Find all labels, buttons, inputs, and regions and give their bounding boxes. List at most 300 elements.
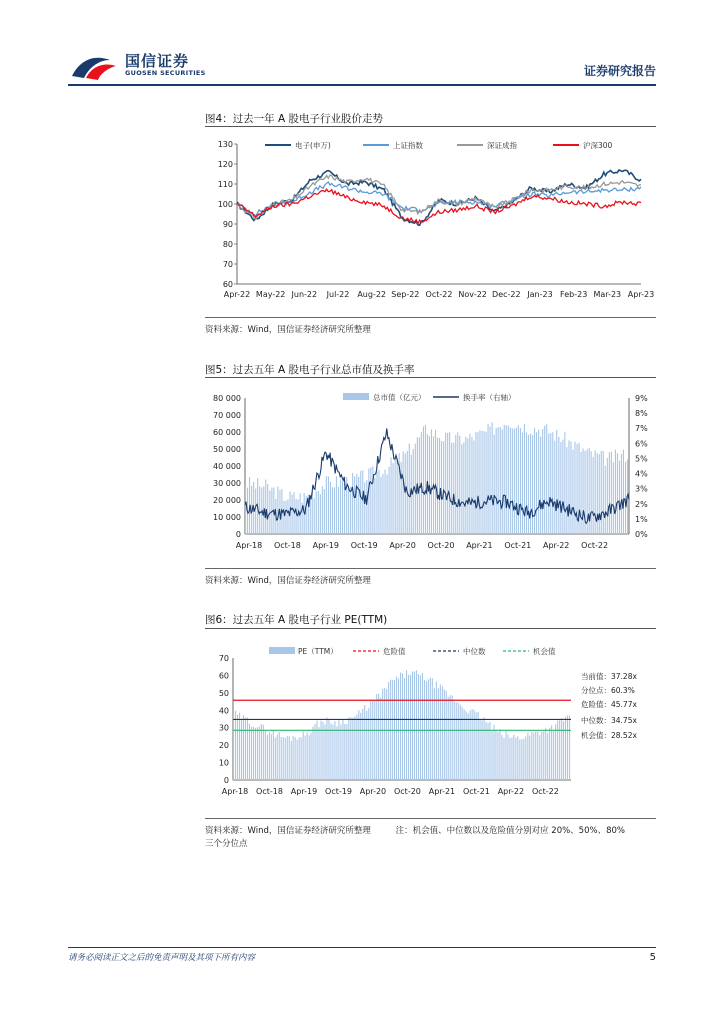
y2-tick-label: 4%: [635, 469, 648, 479]
pe-bar: [555, 724, 556, 780]
market-cap-bar: [334, 487, 335, 534]
figure-6-note: 注：机会值、中位数以及危险值分别对应 20%、50%、80%: [395, 826, 625, 836]
pe-bar: [474, 710, 475, 780]
market-cap-bar: [461, 444, 462, 534]
market-cap-bar: [510, 427, 511, 534]
pe-bar: [332, 725, 333, 780]
market-cap-bar: [338, 487, 339, 534]
pe-bar: [384, 688, 385, 780]
pe-bar: [241, 720, 242, 780]
figure-4-title: 图4：过去一年 A 股电子行业股价走势: [205, 113, 384, 125]
pe-bar: [521, 739, 522, 780]
market-cap-bar: [376, 472, 377, 534]
pe-bar: [247, 718, 248, 780]
x-tick-label: Oct-21: [504, 541, 532, 550]
x-tick-label: Dec-22: [492, 290, 521, 299]
market-cap-bar: [617, 453, 618, 534]
y2-tick-label: 1%: [635, 514, 648, 524]
pe-bar: [482, 720, 483, 780]
market-cap-bar: [340, 479, 341, 534]
market-cap-bar: [385, 470, 386, 534]
pe-bar: [261, 724, 262, 780]
pe-bar: [525, 736, 526, 780]
market-cap-bar: [534, 428, 535, 534]
market-cap-bar: [449, 432, 450, 534]
pe-bar: [497, 732, 498, 780]
x-tick-label: Jun-22: [291, 290, 318, 299]
pe-bar: [273, 730, 274, 780]
market-cap-bar: [324, 489, 325, 534]
figure-4-source-rule: [205, 317, 656, 318]
y-tick-label: 100: [217, 200, 233, 209]
x-tick-label: Oct-18: [256, 787, 283, 796]
pe-bar: [297, 740, 298, 780]
footer-disclaimer: 请务必阅读正文之后的免责声明及其项下所有内容: [68, 953, 256, 963]
market-cap-bar: [469, 434, 470, 534]
market-cap-bar: [387, 474, 388, 534]
pe-bar: [338, 720, 339, 780]
market-cap-bar: [326, 476, 327, 534]
pe-bar: [301, 737, 302, 780]
pe-bar: [569, 715, 570, 780]
pe-bar: [495, 730, 496, 781]
market-cap-bar: [524, 424, 525, 534]
pe-bar: [416, 670, 417, 780]
pe-bar: [408, 675, 409, 780]
pe-bar: [239, 713, 240, 780]
market-cap-bar: [314, 498, 315, 534]
market-cap-bar: [435, 430, 436, 534]
y-tick-label: 10 000: [213, 513, 241, 522]
pe-bar: [325, 725, 326, 781]
market-cap-bar: [486, 432, 487, 534]
x-tick-label: Oct-21: [462, 787, 490, 796]
pe-bar: [410, 675, 411, 780]
y2-tick-label: 0%: [635, 530, 648, 539]
pe-annotation: 分位点：60.3%: [581, 686, 635, 695]
market-cap-bar: [445, 433, 446, 534]
pe-bar: [414, 672, 415, 781]
market-cap-bar: [554, 441, 555, 534]
figure-6-note-continued: 三个分位点: [205, 839, 248, 849]
x-tick-label: Apr-23: [627, 290, 655, 299]
pe-bar: [505, 731, 506, 780]
market-cap-bar: [530, 434, 531, 534]
market-cap-bar: [259, 487, 260, 535]
y2-tick-label: 5%: [635, 454, 648, 464]
pe-annotation: 中位数：34.75x: [581, 716, 637, 725]
pe-bar: [348, 717, 349, 780]
pe-bar: [422, 673, 423, 780]
market-cap-bar: [550, 433, 551, 534]
market-cap-bar: [502, 429, 503, 534]
pe-bar: [430, 678, 431, 780]
market-cap-bar: [459, 436, 460, 534]
pe-annotation: 危险值：45.77x: [581, 700, 637, 709]
pe-bar: [454, 701, 455, 780]
market-cap-bar: [546, 424, 547, 534]
market-cap-bar: [352, 473, 353, 534]
pe-bar: [235, 711, 236, 780]
market-cap-bar: [508, 426, 509, 535]
market-cap-bar: [330, 482, 331, 534]
market-cap-bar: [312, 491, 313, 534]
y-tick-label: 120: [217, 160, 233, 169]
pe-bar: [466, 711, 467, 780]
pe-bar: [553, 731, 554, 780]
market-cap-bar: [267, 484, 268, 534]
y-tick-label: 110: [217, 180, 233, 189]
y-tick-label: 0: [235, 530, 241, 539]
market-cap-bar: [514, 429, 515, 534]
pe-bar: [549, 728, 550, 780]
market-cap-bar: [488, 424, 489, 534]
legend-label-1: 电子(申万): [295, 141, 331, 150]
market-cap-bar: [552, 432, 553, 534]
pe-bar: [513, 735, 514, 780]
pe-bar: [456, 702, 457, 780]
pe-bar: [237, 715, 238, 780]
pe-bar: [460, 705, 461, 780]
y2-tick-label: 6%: [635, 439, 648, 449]
y-tick-label: 40: [218, 706, 229, 716]
pe-bar: [267, 735, 268, 780]
y-tick-label: 70 000: [213, 411, 241, 420]
pe-bar: [275, 738, 276, 781]
pe-bar: [450, 695, 451, 780]
market-cap-bar: [285, 501, 286, 534]
market-cap-bar: [378, 470, 379, 534]
market-cap-bar: [623, 450, 624, 534]
pe-bar: [330, 723, 331, 780]
y-tick-label: 70: [218, 654, 229, 663]
market-cap-bar: [490, 427, 491, 534]
pe-bar: [446, 691, 447, 780]
x-tick-label: Oct-20: [427, 541, 455, 550]
market-cap-bar: [500, 427, 501, 534]
pe-bar: [470, 710, 471, 780]
pe-bar: [309, 735, 310, 780]
x-tick-label: Mar-23: [593, 290, 622, 299]
legend-swatch-pe: [269, 647, 295, 654]
pe-bar: [233, 715, 234, 780]
x-tick-label: Apr-22: [542, 541, 570, 550]
market-cap-bar: [348, 488, 349, 534]
pe-bar: [370, 701, 371, 780]
market-cap-bar: [350, 487, 351, 534]
market-cap-bar: [318, 491, 319, 534]
pe-bar: [289, 736, 290, 780]
pe-bar: [321, 721, 322, 780]
pe-bar: [519, 740, 520, 780]
x-tick-label: Oct-19: [325, 787, 352, 796]
market-cap-bar: [277, 487, 278, 535]
pe-bar: [523, 739, 524, 780]
x-tick-label: Apr-19: [290, 787, 318, 796]
market-cap-bar: [609, 452, 610, 534]
pe-bar: [501, 735, 502, 780]
y-tick-label: 20: [218, 741, 229, 751]
market-cap-bar: [265, 480, 266, 534]
pe-bar: [398, 679, 399, 780]
market-cap-bar: [611, 452, 612, 534]
page-number: 5: [649, 952, 656, 963]
pe-bar: [400, 673, 401, 781]
x-tick-label: Apr-21: [428, 787, 456, 796]
market-cap-bar: [453, 443, 454, 534]
market-cap-bar: [492, 422, 493, 534]
y-tick-label: 60: [222, 280, 233, 289]
x-tick-label: Nov-22: [458, 290, 487, 299]
pe-bar: [488, 723, 489, 780]
market-cap-bar: [374, 478, 375, 534]
pe-bar: [342, 720, 343, 780]
market-cap-bar: [362, 470, 363, 534]
pe-bar: [444, 689, 445, 780]
pe-bar: [406, 670, 407, 780]
market-cap-bar: [473, 441, 474, 535]
pe-bar: [559, 720, 560, 780]
pe-bar: [340, 725, 341, 780]
pe-bar: [404, 678, 405, 780]
pe-bar: [396, 677, 397, 781]
pe-bar: [315, 724, 316, 780]
market-cap-bar: [342, 481, 343, 534]
market-cap-bar: [560, 442, 561, 534]
figure-5-title-rule: [205, 377, 656, 378]
market-cap-bar: [354, 476, 355, 534]
pe-bar: [527, 733, 528, 780]
market-cap-bar: [599, 454, 600, 534]
pe-bar: [354, 717, 355, 780]
pe-bar: [529, 736, 530, 780]
pe-bar: [531, 732, 532, 780]
market-cap-bar: [431, 430, 432, 535]
market-cap-bar: [457, 432, 458, 534]
market-cap-bar: [298, 499, 299, 534]
market-cap-bar: [455, 435, 456, 534]
x-tick-label: Apr-18: [221, 787, 249, 796]
y-tick-label: 80 000: [213, 394, 241, 403]
x-tick-label: Oct-22: [581, 541, 609, 550]
market-cap-bar: [467, 439, 468, 535]
pe-bar: [432, 678, 433, 780]
pe-bar: [438, 688, 439, 780]
pe-bar: [344, 724, 345, 780]
pe-bar: [336, 726, 337, 780]
x-tick-label: Apr-20: [389, 541, 416, 550]
market-cap-bar: [607, 458, 608, 534]
market-cap-bar: [328, 477, 329, 535]
figure-6-title-rule: [205, 628, 656, 629]
market-cap-bar: [370, 467, 371, 534]
pe-bar: [567, 715, 568, 780]
pe-bar: [494, 725, 495, 780]
legend-label-3: 深证成指: [487, 141, 517, 150]
market-cap-bar: [395, 460, 396, 534]
market-cap-bar: [310, 497, 311, 534]
pe-bar: [257, 727, 258, 780]
x-tick-label: Feb-23: [560, 290, 588, 299]
market-cap-bar: [621, 454, 622, 534]
market-cap-bar: [368, 469, 369, 535]
pe-bar: [265, 730, 266, 780]
market-cap-bar: [358, 477, 359, 534]
x-tick-label: Apr-18: [235, 541, 263, 550]
market-cap-bar: [437, 438, 438, 534]
market-cap-bar: [322, 486, 323, 534]
pe-bar: [484, 717, 485, 780]
market-cap-bar: [409, 444, 410, 534]
pe-bar: [372, 700, 373, 780]
figure-4-title-rule: [205, 126, 656, 127]
market-cap-bar: [528, 435, 529, 534]
market-cap-bar: [397, 458, 398, 534]
pe-bar: [386, 689, 387, 780]
market-cap-bar: [283, 501, 284, 534]
market-cap-bar: [287, 499, 288, 534]
market-cap-bar: [570, 441, 571, 534]
market-cap-bar: [593, 457, 594, 534]
pe-bar: [263, 725, 264, 780]
pe-bar: [291, 741, 292, 780]
market-cap-bar: [498, 427, 499, 534]
pe-bar: [251, 727, 252, 780]
pe-bar: [360, 713, 361, 780]
market-cap-bar: [583, 449, 584, 535]
market-cap-bar: [504, 425, 505, 534]
market-cap-bar: [484, 431, 485, 534]
market-cap-bar: [447, 433, 448, 534]
pe-bar: [511, 738, 512, 780]
pe-bar: [366, 711, 367, 780]
x-tick-label: Apr-22: [497, 787, 525, 796]
x-tick-label: Apr-21: [466, 541, 493, 550]
market-cap-bar: [332, 487, 333, 534]
market-cap-bar: [245, 486, 246, 534]
legend-label-4: 沪深300: [583, 141, 613, 150]
pe-bar: [319, 727, 320, 780]
y-tick-label: 50: [218, 688, 229, 698]
figure-4-chart: [205, 130, 656, 305]
x-tick-label: Sep-22: [391, 290, 420, 299]
pe-bar: [279, 732, 280, 780]
market-cap-bar: [536, 432, 537, 534]
y-tick-label: 80: [222, 240, 233, 249]
pe-bar: [303, 731, 304, 780]
x-tick-label: Oct-20: [393, 787, 421, 796]
pe-bar: [326, 718, 327, 781]
pe-bar: [509, 738, 510, 780]
pe-bar: [420, 675, 421, 780]
market-cap-bar: [320, 494, 321, 534]
market-cap-bar: [520, 428, 521, 534]
market-cap-bar: [595, 450, 596, 534]
market-cap-bar: [558, 437, 559, 534]
pe-bar: [271, 734, 272, 780]
pe-bar: [374, 700, 375, 780]
legend-label-median-line: 中位数: [463, 647, 486, 656]
x-tick-label: May-22: [255, 290, 286, 299]
market-cap-bar: [255, 489, 256, 535]
pe-bar: [565, 717, 566, 780]
y2-tick-label: 8%: [635, 409, 648, 419]
market-cap-bar: [506, 425, 507, 534]
x-tick-label: Oct-19: [350, 541, 378, 550]
pe-bar: [541, 732, 542, 780]
market-cap-bar: [494, 435, 495, 534]
y-tick-label: 60: [218, 671, 229, 681]
x-tick-label: Jul-22: [326, 290, 350, 299]
figure-6-source-rule: [205, 818, 656, 819]
x-tick-label: Oct-18: [273, 541, 301, 550]
pe-bar: [376, 694, 377, 780]
pe-bar: [402, 674, 403, 780]
pe-bar: [517, 736, 518, 780]
pe-bar: [364, 705, 365, 780]
pe-bar: [468, 713, 469, 780]
legend-swatch-market-cap: [343, 393, 369, 400]
pe-bar: [243, 715, 244, 780]
pe-bar: [458, 703, 459, 780]
market-cap-bar: [316, 491, 317, 534]
market-cap-bar: [482, 431, 483, 534]
market-cap-bar: [403, 451, 404, 534]
market-cap-bar: [477, 432, 478, 534]
market-cap-bar: [532, 435, 533, 534]
y-tick-label: 70: [222, 260, 233, 269]
market-cap-bar: [405, 453, 406, 534]
y-tick-label: 60 000: [213, 428, 241, 437]
pe-bar: [350, 718, 351, 781]
market-cap-bar: [296, 499, 297, 534]
y-tick-label: 30: [218, 723, 229, 733]
pe-bar: [358, 710, 359, 780]
logo-text-cn: 国信证券: [125, 52, 190, 70]
figure-6-source: [205, 824, 625, 836]
pe-bar: [382, 689, 383, 781]
market-cap-bar: [479, 430, 480, 534]
pe-bar: [418, 674, 419, 780]
pe-bar: [434, 688, 435, 780]
market-cap-bar: [574, 442, 575, 534]
market-cap-bar: [542, 429, 543, 534]
x-tick-label: Apr-20: [359, 787, 387, 796]
pe-bar: [293, 736, 294, 780]
pe-bar: [557, 721, 558, 781]
pe-bar: [545, 728, 546, 780]
pe-bar: [283, 737, 284, 780]
pe-bar: [492, 730, 493, 780]
market-cap-bar: [463, 442, 464, 534]
x-tick-label: Apr-19: [312, 541, 340, 550]
pe-bar: [503, 738, 504, 780]
pe-bar: [281, 737, 282, 780]
y-tick-label: 40 000: [213, 462, 241, 471]
market-cap-bar: [591, 451, 592, 534]
footer-divider: [68, 947, 656, 948]
pe-bar: [412, 671, 413, 780]
pe-bar: [285, 738, 286, 780]
market-cap-bar: [568, 440, 569, 534]
pe-bar: [507, 734, 508, 780]
pe-bar: [515, 738, 516, 780]
y-tick-label: 10: [218, 758, 229, 768]
legend-label-pe: PE（TTM）: [298, 647, 338, 656]
y-tick-label: 0: [223, 776, 229, 785]
pe-bar: [255, 728, 256, 780]
market-cap-bar: [601, 451, 602, 534]
